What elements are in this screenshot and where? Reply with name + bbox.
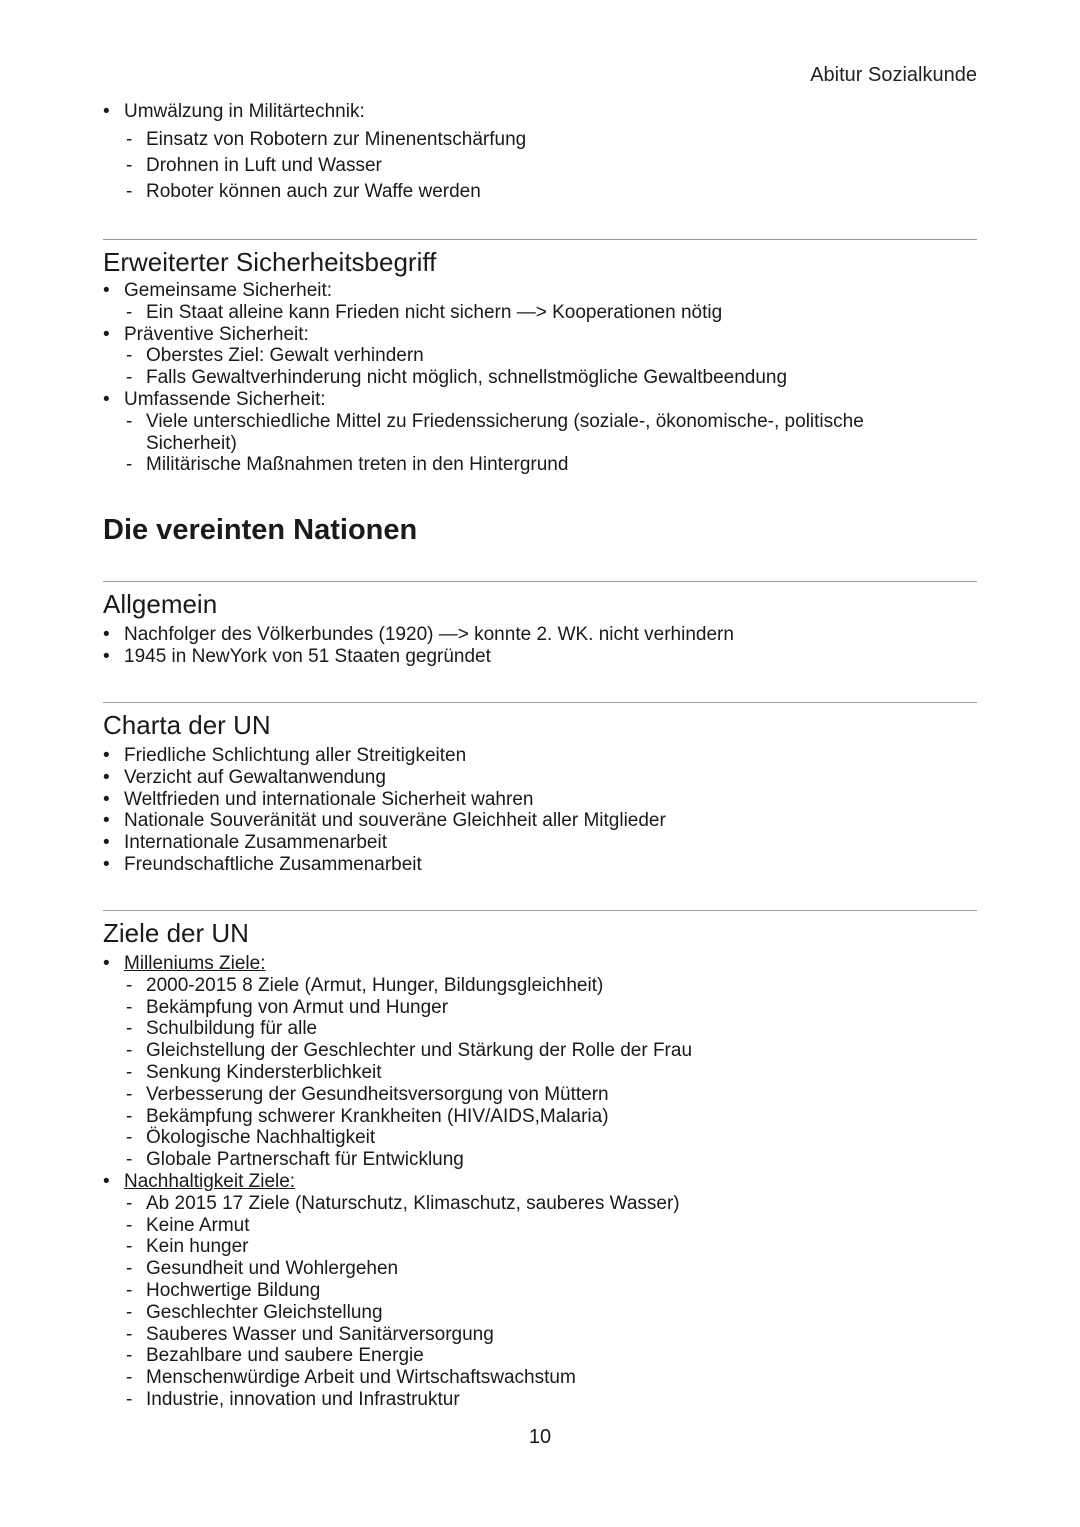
list-item bbox=[103, 324, 977, 389]
sub-list bbox=[124, 127, 977, 205]
sub-list-item: - Bezahlbare und saubere Energie bbox=[124, 1345, 977, 1367]
page-title: Die vereinten Nationen bbox=[103, 514, 418, 546]
intro-section bbox=[103, 101, 977, 205]
list-item: • Weltfrieden und internationale Sicherheit wahren bbox=[103, 789, 977, 811]
list-item: • Freundschaftliche Zusammenarbeit bbox=[103, 854, 977, 876]
list-item bbox=[103, 953, 977, 1171]
section-divider bbox=[103, 910, 977, 911]
sub-list-item: - Globale Partnerschaft für Entwicklung bbox=[124, 1149, 977, 1171]
sub-list-item: - Bekämpfung von Armut und Hunger bbox=[124, 997, 977, 1019]
goals-section bbox=[103, 910, 977, 1411]
list-item-label: Gemeinsame Sicherheit: bbox=[124, 280, 333, 301]
list-item bbox=[103, 101, 977, 205]
sub-list-item: - Roboter können auch zur Waffe werden bbox=[124, 179, 977, 205]
list-item: • Nachfolger des Völkerbundes (1920) —> konnte 2. WK. nicht verhindern bbox=[103, 624, 977, 646]
sub-list-item: - Sauberes Wasser und Sanitärversorgung bbox=[124, 1324, 977, 1346]
list-item-label: Umfassende Sicherheit: bbox=[124, 388, 326, 410]
sub-list bbox=[124, 1193, 977, 1411]
section-divider bbox=[103, 581, 977, 582]
sub-list-item: - Hochwertige Bildung bbox=[124, 1280, 977, 1302]
sub-list-item: - Ein Staat alleine kann Frieden nicht sichern —> Kooperationen nötig bbox=[124, 302, 977, 324]
sub-list-item: - 2000-2015 8 Ziele (Armut, Hunger, Bildungsgleichheit) bbox=[124, 975, 977, 997]
section-heading: Erweiterter Sicherheitsbegriff bbox=[103, 247, 437, 277]
sub-list-item: - Viele unterschiedliche Mittel zu Friedenssicherung (soziale-, ökonomische-, politische Sicherheit) bbox=[124, 411, 914, 455]
sub-list-item: - Oberstes Ziel: Gewalt verhindern bbox=[124, 345, 977, 367]
sub-list bbox=[124, 302, 977, 324]
section-heading: Allgemein bbox=[103, 589, 218, 619]
section-heading: Charta der UN bbox=[103, 710, 271, 740]
security-list bbox=[103, 280, 977, 476]
list-item bbox=[103, 389, 977, 476]
list-item-label: Umwälzung in Militärtechnik: bbox=[124, 101, 365, 122]
sub-list-item: - Militärische Maßnahmen treten in den Hintergrund bbox=[124, 454, 914, 476]
sub-list-item: - Schulbildung für alle bbox=[124, 1018, 977, 1040]
list-item bbox=[103, 1171, 977, 1411]
list-item: • 1945 in NewYork von 51 Staaten gegründet bbox=[103, 646, 977, 668]
sub-list-item: - Keine Armut bbox=[124, 1215, 977, 1237]
page-number: 10 bbox=[528, 1426, 552, 1448]
list-item bbox=[103, 280, 977, 324]
sub-list-item: - Verbesserung der Gesundheitsversorgung von Müttern bbox=[124, 1084, 977, 1106]
list-item: • Nationale Souveränität und souveräne Gleichheit aller Mitglieder bbox=[103, 810, 977, 832]
list-item-label: Milleniums Ziele: bbox=[124, 953, 266, 974]
security-section bbox=[103, 239, 977, 476]
sub-list bbox=[124, 975, 977, 1171]
intro-list bbox=[103, 101, 977, 205]
sub-list-item: - Gleichstellung der Geschlechter und Stärkung der Rolle der Frau bbox=[124, 1040, 977, 1062]
sub-list-item: - Einsatz von Robotern zur Minenentschärfung bbox=[124, 127, 977, 153]
list-item: • Friedliche Schlichtung aller Streitigkeiten bbox=[103, 745, 977, 767]
sub-list-item: - Gesundheit und Wohlergehen bbox=[124, 1258, 977, 1280]
document-header: Abitur Sozialkunde bbox=[810, 64, 977, 86]
sub-list-item: - Geschlechter Gleichstellung bbox=[124, 1302, 977, 1324]
sub-list-item: - Industrie, innovation und Infrastruktur bbox=[124, 1389, 977, 1411]
general-list bbox=[103, 624, 977, 668]
charter-section bbox=[103, 702, 977, 876]
section-heading: Ziele der UN bbox=[103, 918, 249, 948]
list-item: • Internationale Zusammenarbeit bbox=[103, 832, 977, 854]
list-item: • Verzicht auf Gewaltanwendung bbox=[103, 767, 977, 789]
sub-list bbox=[124, 345, 977, 389]
sub-list-item: - Senkung Kindersterblichkeit bbox=[124, 1062, 977, 1084]
sub-list-item: - Kein hunger bbox=[124, 1236, 977, 1258]
sub-list-item: - Bekämpfung schwerer Krankheiten (HIV/AIDS,Malaria) bbox=[124, 1106, 977, 1128]
goals-list bbox=[103, 953, 977, 1411]
section-divider bbox=[103, 702, 977, 703]
charter-list bbox=[103, 745, 977, 876]
sub-list-item: - Drohnen in Luft und Wasser bbox=[124, 153, 977, 179]
sub-list-item: - Ökologische Nachhaltigkeit bbox=[124, 1127, 977, 1149]
sub-list-item: - Falls Gewaltverhinderung nicht möglich, schnellstmögliche Gewaltbeendung bbox=[124, 367, 977, 389]
general-section bbox=[103, 581, 977, 668]
sub-list-item: - Ab 2015 17 Ziele (Naturschutz, Klimaschutz, sauberes Wasser) bbox=[124, 1193, 977, 1215]
list-item-label: Nachhaltigkeit Ziele: bbox=[124, 1170, 296, 1192]
section-divider bbox=[103, 239, 977, 240]
sub-list bbox=[124, 411, 914, 476]
sub-list-item: - Menschenwürdige Arbeit und Wirtschaftswachstum bbox=[124, 1367, 977, 1389]
list-item-label: Präventive Sicherheit: bbox=[124, 323, 309, 345]
